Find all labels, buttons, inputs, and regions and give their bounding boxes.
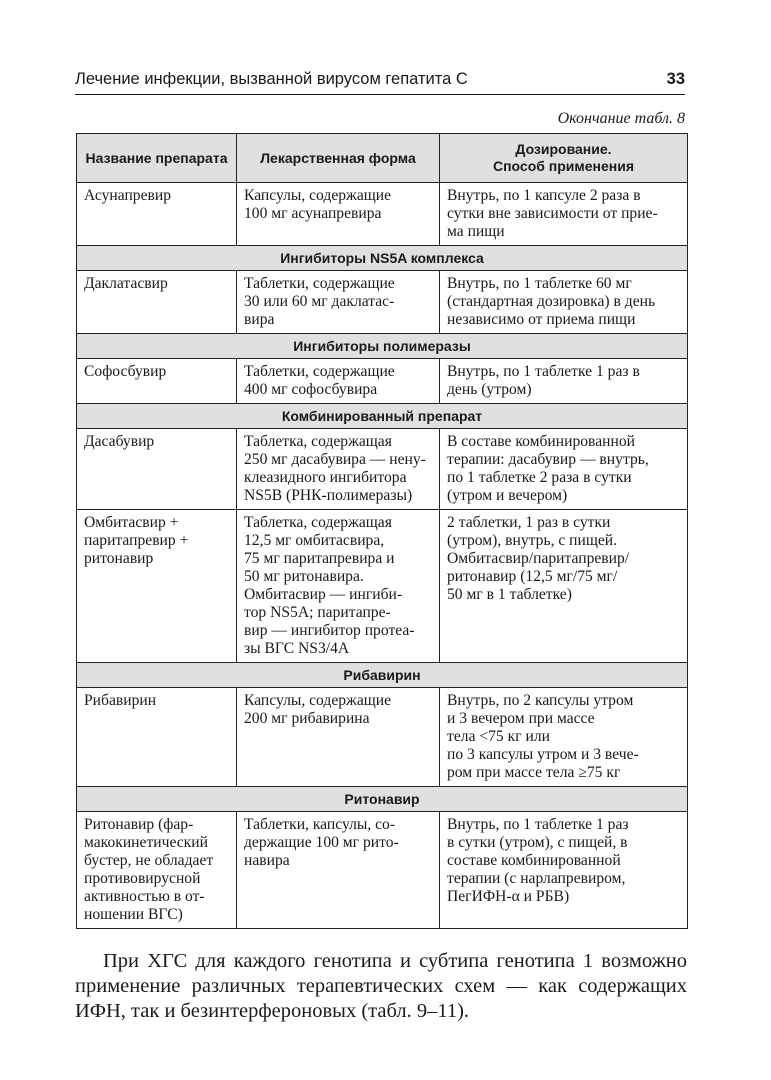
- drug-table: [76, 133, 688, 929]
- dosing-cell: Внутрь, по 2 капсулы утром и 3 вечером при массе тела <75 кг или по 3 капсулы утром и 3 вече- ром при массе тела ≥75 кг: [440, 688, 688, 787]
- drug-name-cell: Ритонавир (фар- макокинетический бустер, не обладает противовирусной активностью в от- ношении ВГС): [77, 812, 237, 929]
- table-row: [77, 688, 688, 787]
- drug-name-cell: Асунапревир: [77, 183, 237, 246]
- body-paragraph: При ХГС для каждого генотипа и субтипа генотипа 1 возможно применение различных терапевтических схем — как содержащих ИФН, так и безинтерфероновых (табл. 9–11).: [75, 949, 687, 1022]
- drug-name-cell: Дасабувир: [77, 429, 237, 510]
- column-header-drug-name: Название препарата: [77, 134, 237, 183]
- dosage-form-cell: Таблетки, содержащие 30 или 60 мг даклатас- вира: [237, 271, 440, 334]
- table-header-row: [77, 134, 688, 183]
- column-header-dosage-form: Лекарственная форма: [237, 134, 440, 183]
- running-head-title: Лечение инфекции, вызванной вирусом гепатита С: [75, 70, 468, 88]
- dosage-form-cell: Капсулы, содержащие 100 мг асунапревира: [237, 183, 440, 246]
- dosing-cell: В составе комбинированной терапии: дасабувир — внутрь, по 1 таблетке 2 раза в сутки (утром и вечером): [440, 429, 688, 510]
- dosage-form-cell: Таблетки, содержащие 400 мг софосбувира: [237, 359, 440, 404]
- section-row: [77, 334, 688, 359]
- dosing-cell: 2 таблетки, 1 раз в сутки (утром), внутрь, с пищей. Омбитасвир/паритапревир/ ритонавир (12,5 мг/75 мг/ 50 мг в 1 таблетке): [440, 510, 688, 663]
- section-row: [77, 787, 688, 812]
- dosage-form-cell: Капсулы, содержащие 200 мг рибавирина: [237, 688, 440, 787]
- drug-name-cell: Омбитасвир + паритапревир + ритонавир: [77, 510, 237, 663]
- table-row: [77, 812, 688, 929]
- section-label: Ингибиторы NS5A комплекса: [77, 246, 688, 271]
- table-row: [77, 183, 688, 246]
- dosage-form-cell: Таблетка, содержащая 12,5 мг омбитасвира, 75 мг паритапревира и 50 мг ритонавира. Омбитасвир — ингиби- тор NS5A; паритапре- вир — ингибитор протеа- зы ВГС NS3/4A: [237, 510, 440, 663]
- dosing-cell: Внутрь, по 1 таблетке 60 мг (стандартная дозировка) в день независимо от приема пищи: [440, 271, 688, 334]
- table-row: [77, 429, 688, 510]
- table-row: [77, 359, 688, 404]
- column-header-dosing: Дозирование. Способ применения: [440, 134, 688, 183]
- dosing-cell: Внутрь, по 1 таблетке 1 раз в сутки (утром), с пищей, в составе комбинированной терапии (с нарлапревиром, ПегИФН-α и РБВ): [440, 812, 688, 929]
- section-label: Комбинированный препарат: [77, 404, 688, 429]
- drug-name-cell: Даклатасвир: [77, 271, 237, 334]
- dosing-cell: Внутрь, по 1 таблетке 1 раз в день (утром): [440, 359, 688, 404]
- table-caption: Окончание табл. 8: [557, 110, 685, 127]
- page-number: 33: [666, 70, 685, 88]
- table-row: [77, 271, 688, 334]
- section-row: [77, 404, 688, 429]
- running-head: [75, 70, 685, 95]
- dosing-cell: Внутрь, по 1 капсуле 2 раза в сутки вне зависимости от прие- ма пищи: [440, 183, 688, 246]
- drug-name-cell: Софосбувир: [77, 359, 237, 404]
- section-label: Ритонавир: [77, 787, 688, 812]
- dosage-form-cell: Таблетки, капсулы, со- держащие 100 мг рито- навира: [237, 812, 440, 929]
- drug-name-cell: Рибавирин: [77, 688, 237, 787]
- dosage-form-cell: Таблетка, содержащая 250 мг дасабувира — нену- клеазидного ингибитора NS5B (РНК-полимеразы): [237, 429, 440, 510]
- section-label: Ингибиторы полимеразы: [77, 334, 688, 359]
- section-row: [77, 246, 688, 271]
- table-row: [77, 510, 688, 663]
- section-label: Рибавирин: [77, 663, 688, 688]
- section-row: [77, 663, 688, 688]
